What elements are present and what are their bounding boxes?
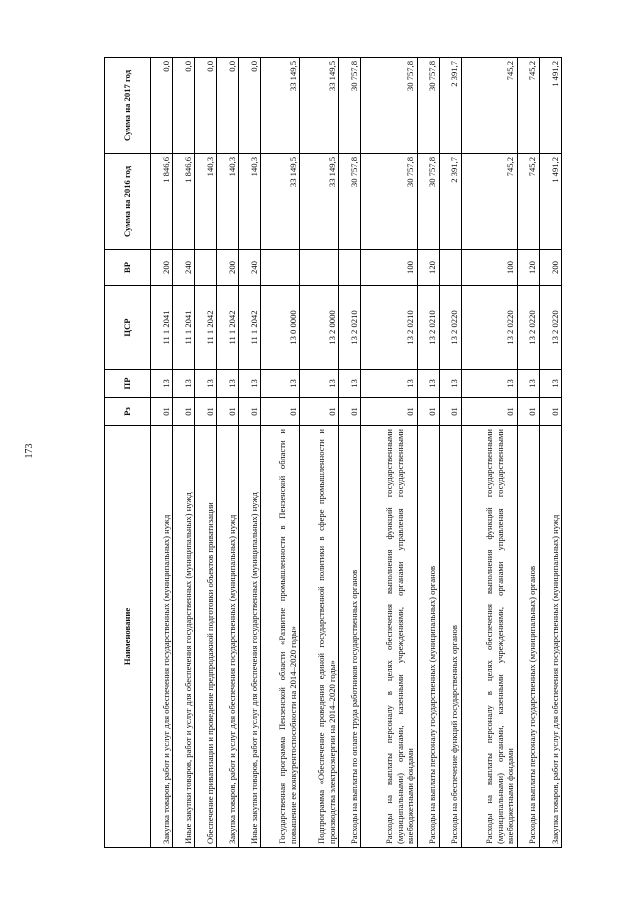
cell-rz: 01: [173, 398, 195, 426]
cell-name: Расходы на выплаты по оплате труда работников государственных органов: [339, 426, 361, 848]
cell-pr: 13: [300, 370, 339, 398]
cell-sum-2017: 0,0: [239, 58, 261, 154]
cell-sum-2016: 745,2: [461, 154, 517, 250]
cell-name: Подпрограмма «Обеспечение проведения единой государственной политики в сфере промышленности и производства электроэнергии на 2014–2020 годы»: [300, 426, 339, 848]
cell-name: Расходы на обеспечение функций государственных органов: [439, 426, 461, 848]
rotated-page: [104, 58, 562, 848]
cell-sum-2016: 30 757,8: [361, 154, 417, 250]
cell-vr: 120: [517, 250, 539, 286]
cell-vr: 100: [461, 250, 517, 286]
cell-sum-2017: 33 149,5: [261, 58, 300, 154]
cell-sum-2016: 1 846,6: [151, 154, 173, 250]
cell-csr: 13 2 0220: [439, 286, 461, 370]
cell-sum-2016: 745,2: [517, 154, 539, 250]
cell-name: Обеспечение приватизации и проведение предпродажной подготовки объектов приватизации: [195, 426, 217, 848]
table-row: [517, 58, 539, 848]
cell-vr: 200: [217, 250, 239, 286]
cell-csr: 13 2 0210: [339, 286, 361, 370]
cell-csr: 13 2 0210: [417, 286, 439, 370]
cell-pr: 13: [261, 370, 300, 398]
cell-sum-2017: 745,2: [461, 58, 517, 154]
cell-pr: 13: [417, 370, 439, 398]
cell-csr: 11 1 2041: [173, 286, 195, 370]
table-row: [217, 58, 239, 848]
cell-pr: 13: [439, 370, 461, 398]
cell-sum-2017: 30 757,8: [361, 58, 417, 154]
cell-pr: 13: [339, 370, 361, 398]
cell-vr: 240: [239, 250, 261, 286]
header-csr: ЦСР: [105, 286, 151, 370]
header-pr: ПР: [105, 370, 151, 398]
cell-vr: 120: [417, 250, 439, 286]
cell-rz: 01: [151, 398, 173, 426]
table-row: [195, 58, 217, 848]
cell-rz: 01: [439, 398, 461, 426]
cell-vr: 200: [151, 250, 173, 286]
cell-pr: 13: [151, 370, 173, 398]
table-row: [439, 58, 461, 848]
header-rz: Рз: [105, 398, 151, 426]
cell-rz: 01: [300, 398, 339, 426]
cell-pr: 13: [173, 370, 195, 398]
cell-vr: [261, 250, 300, 286]
table-row: [461, 58, 517, 848]
cell-name: Закупка товаров, работ и услуг для обеспечения государственных (муниципальных) нужд: [151, 426, 173, 848]
table-row: [261, 58, 300, 848]
cell-csr: 13 0 0000: [261, 286, 300, 370]
cell-name: Расходы на выплаты персоналу государственных (муниципальных) органов: [517, 426, 539, 848]
table-row: [300, 58, 339, 848]
table-row: [151, 58, 173, 848]
cell-csr: 11 1 2042: [217, 286, 239, 370]
cell-vr: 100: [361, 250, 417, 286]
cell-sum-2016: 33 149,5: [261, 154, 300, 250]
cell-rz: 01: [417, 398, 439, 426]
cell-csr: 13 2 0220: [517, 286, 539, 370]
cell-sum-2017: 0,0: [195, 58, 217, 154]
cell-csr: 13 2 0220: [539, 286, 561, 370]
cell-rz: 01: [217, 398, 239, 426]
cell-pr: 13: [239, 370, 261, 398]
cell-vr: [195, 250, 217, 286]
cell-name: Иные закупки товаров, работ и услуг для обеспечения государственных (муниципальных) нужд: [173, 426, 195, 848]
header-sum-2017: Сумма на 2017 год: [105, 58, 151, 154]
cell-rz: 01: [239, 398, 261, 426]
cell-pr: 13: [539, 370, 561, 398]
cell-vr: 240: [173, 250, 195, 286]
cell-rz: 01: [539, 398, 561, 426]
cell-csr: 11 1 2042: [239, 286, 261, 370]
cell-csr: 13 2 0220: [461, 286, 517, 370]
cell-name: Закупка товаров, работ и услуг для обеспечения государственных (муниципальных) нужд: [539, 426, 561, 848]
cell-name: Государственная программа Пензенской области «Развитие промышленности в Пензенской области и повышение ее конкурентоспособности на 2014–2020 годы»: [261, 426, 300, 848]
table-row: [539, 58, 561, 848]
cell-vr: [439, 250, 461, 286]
cell-name: Закупка товаров, работ и услуг для обеспечения государственных (муниципальных) нужд: [217, 426, 239, 848]
table-body: [151, 58, 562, 848]
cell-vr: [339, 250, 361, 286]
cell-sum-2017: 30 757,8: [339, 58, 361, 154]
cell-sum-2017: 30 757,8: [417, 58, 439, 154]
cell-pr: 13: [517, 370, 539, 398]
cell-rz: 01: [195, 398, 217, 426]
cell-pr: 13: [361, 370, 417, 398]
page-number: 173: [24, 443, 35, 459]
table-row: [361, 58, 417, 848]
cell-sum-2017: 1 491,2: [539, 58, 561, 154]
cell-sum-2017: 0,0: [173, 58, 195, 154]
cell-sum-2016: 1 491,2: [539, 154, 561, 250]
cell-sum-2017: 0,0: [217, 58, 239, 154]
cell-csr: 11 1 2041: [151, 286, 173, 370]
cell-name: Расходы на выплаты персоналу государственных (муниципальных) органов: [417, 426, 439, 848]
cell-sum-2017: 33 149,5: [300, 58, 339, 154]
cell-sum-2016: 140,3: [217, 154, 239, 250]
table-row: [339, 58, 361, 848]
cell-name: Расходы на выплаты персоналу в целях обеспечения выполнения функций государственными (муниципальными) органами, казенными учреждениями, органами управления государственными внебюджетными фондами: [461, 426, 517, 848]
table-row: [417, 58, 439, 848]
table-row: [173, 58, 195, 848]
cell-sum-2017: 2 391,7: [439, 58, 461, 154]
table-header-row: [105, 58, 151, 848]
cell-vr: 200: [539, 250, 561, 286]
cell-name: Расходы на выплаты персоналу в целях обеспечения выполнения функций государственными (муниципальными) органами, казенными учреждениями, органами управления государственными внебюджетными фондами: [361, 426, 417, 848]
cell-sum-2016: 30 757,8: [417, 154, 439, 250]
cell-sum-2016: 140,3: [195, 154, 217, 250]
budget-table: [104, 57, 562, 848]
cell-csr: 11 1 2042: [195, 286, 217, 370]
cell-name: Иные закупки товаров, работ и услуг для обеспечения государственных (муниципальных) нужд: [239, 426, 261, 848]
rotated-content: [104, 58, 562, 848]
cell-rz: 01: [361, 398, 417, 426]
header-name: Наименование: [105, 426, 151, 848]
table-row: [239, 58, 261, 848]
cell-rz: 01: [461, 398, 517, 426]
header-vr: ВР: [105, 250, 151, 286]
cell-sum-2016: 33 149,5: [300, 154, 339, 250]
cell-sum-2016: 1 846,6: [173, 154, 195, 250]
cell-pr: 13: [195, 370, 217, 398]
cell-sum-2016: 30 757,8: [339, 154, 361, 250]
cell-sum-2017: 745,2: [517, 58, 539, 154]
cell-pr: 13: [461, 370, 517, 398]
cell-csr: 13 2 0210: [361, 286, 417, 370]
cell-sum-2016: 140,3: [239, 154, 261, 250]
cell-rz: 01: [517, 398, 539, 426]
cell-rz: 01: [261, 398, 300, 426]
cell-rz: 01: [339, 398, 361, 426]
cell-sum-2017: 0,0: [151, 58, 173, 154]
cell-sum-2016: 2 391,7: [439, 154, 461, 250]
header-sum-2016: Сумма на 2016 год: [105, 154, 151, 250]
cell-vr: [300, 250, 339, 286]
cell-csr: 13 2 0000: [300, 286, 339, 370]
cell-pr: 13: [217, 370, 239, 398]
